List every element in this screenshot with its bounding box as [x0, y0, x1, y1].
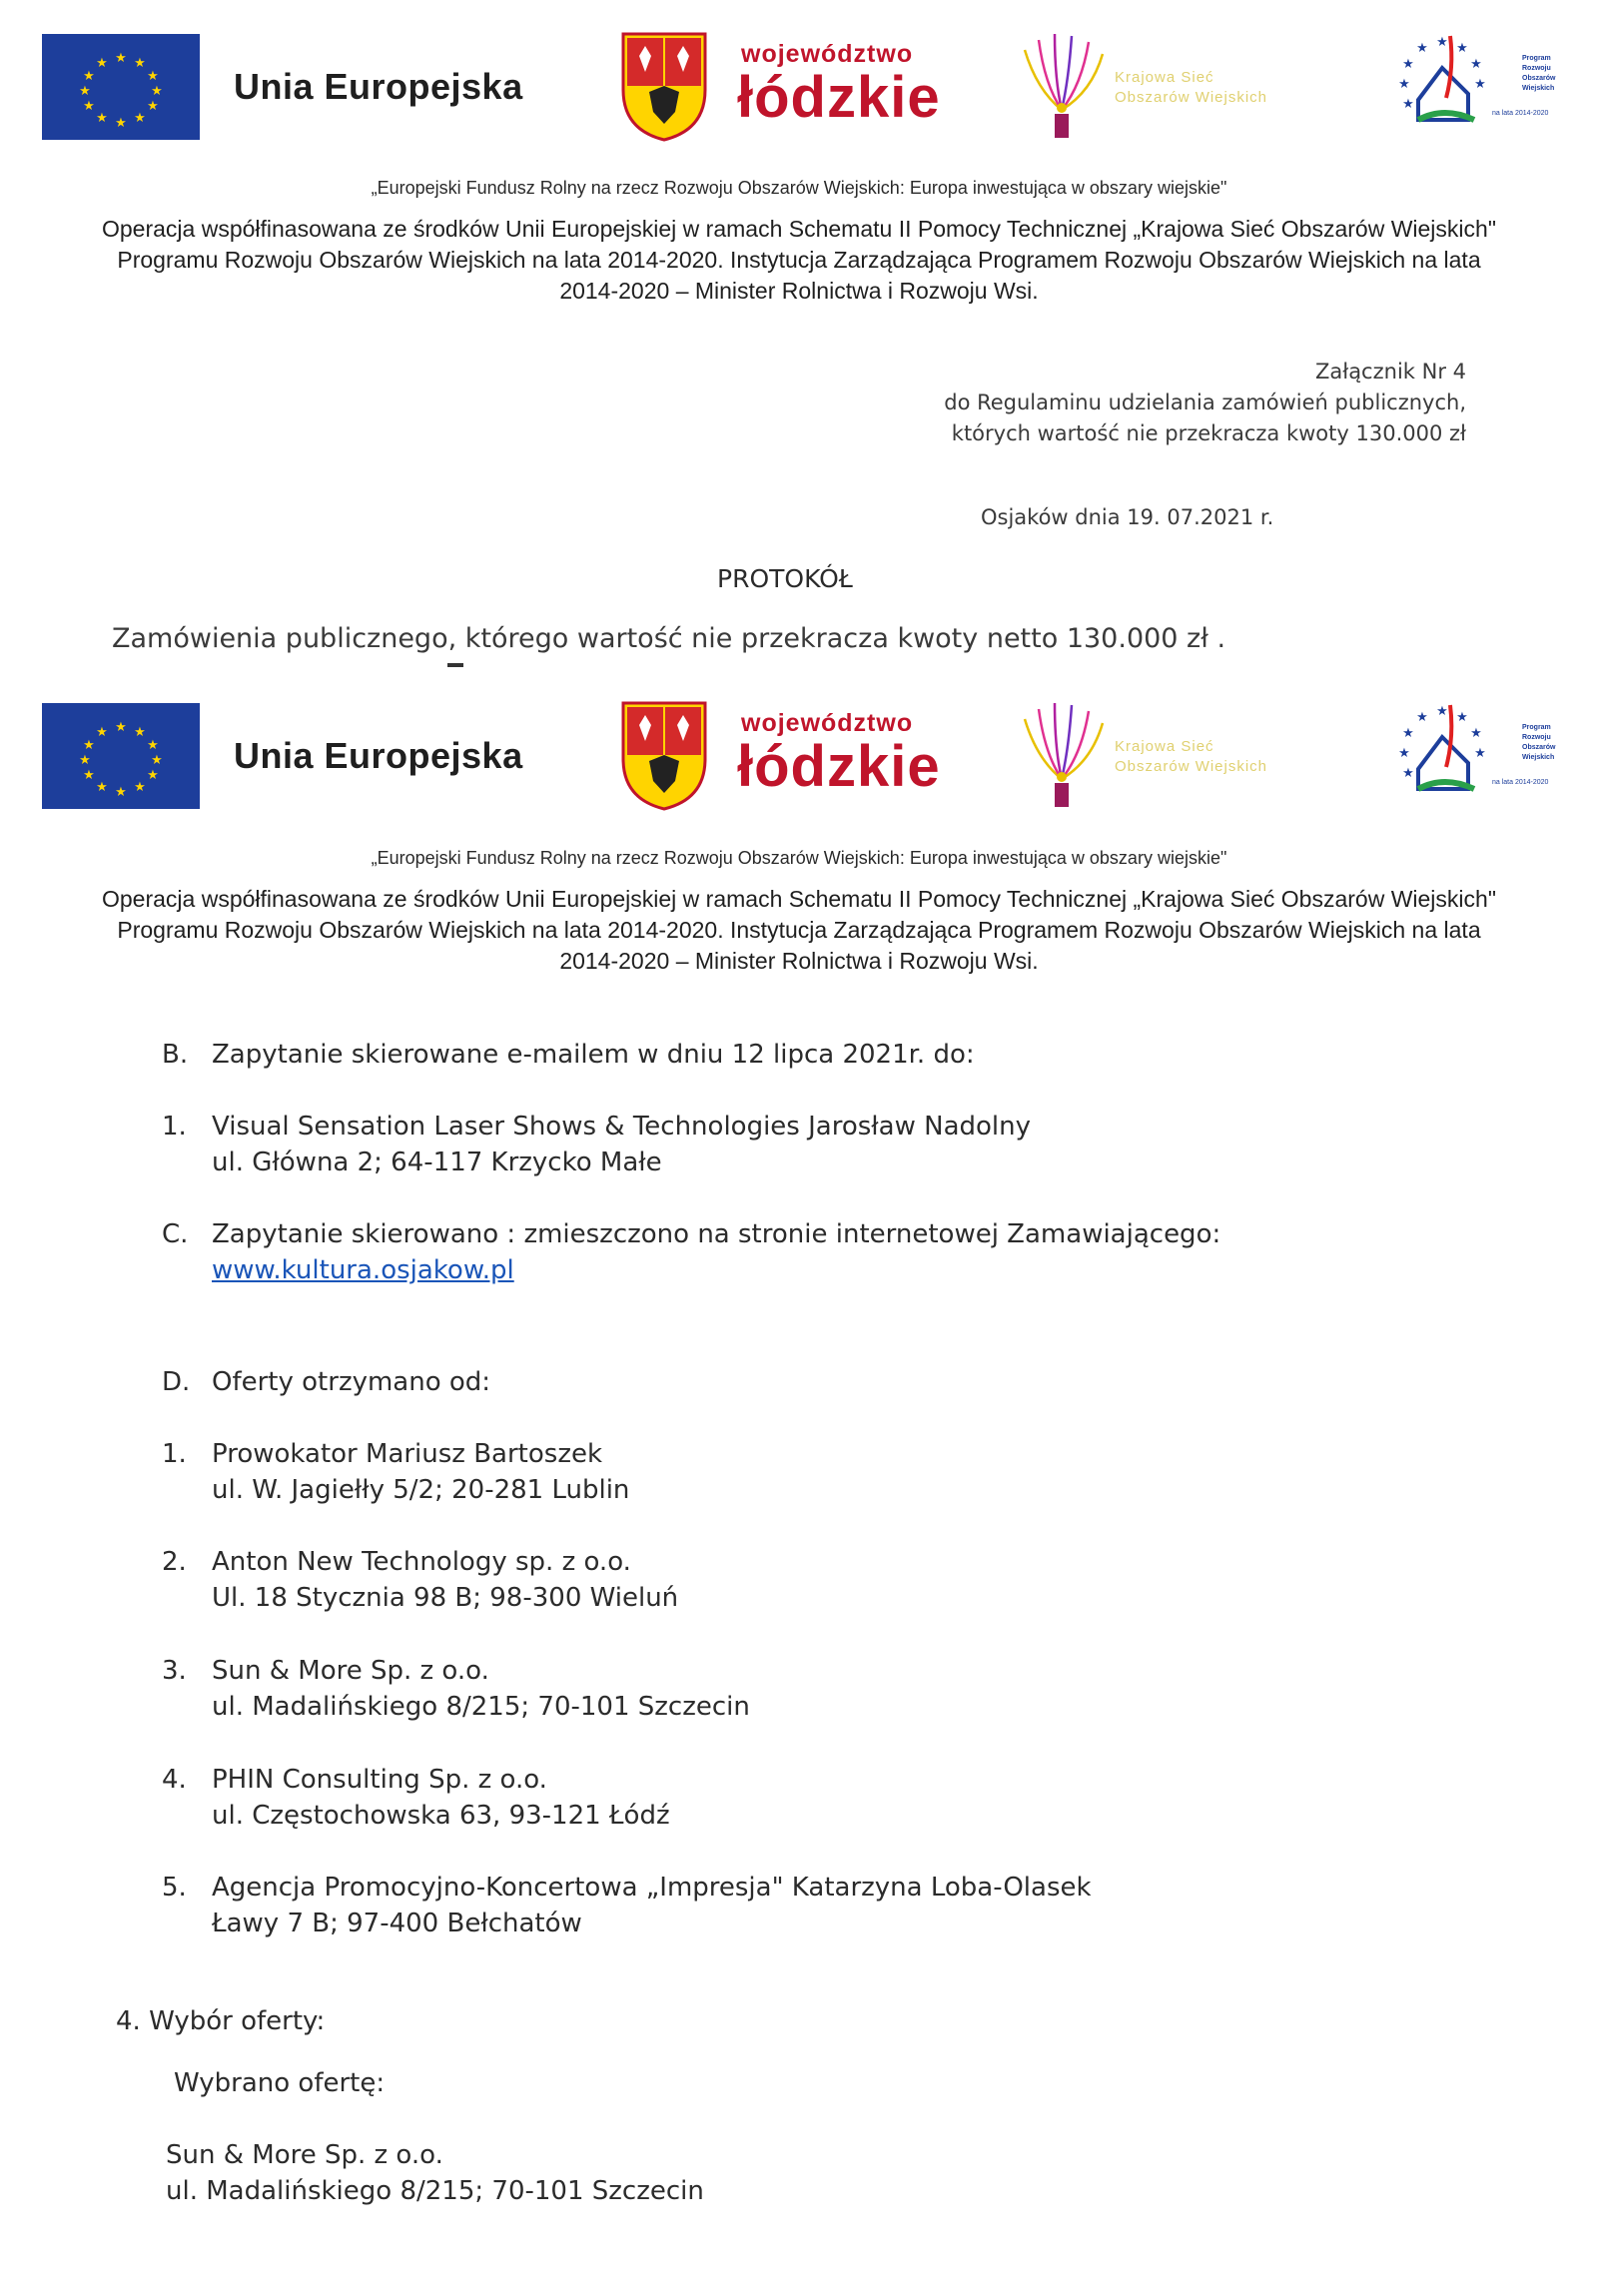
- website-link[interactable]: www.kultura.osjakow.pl: [212, 1255, 514, 1285]
- svg-text:★: ★: [134, 724, 146, 739]
- offer-address: ul. W. Jagiełły 5/2; 20-281 Lublin: [212, 1475, 630, 1505]
- svg-text:★: ★: [1456, 40, 1468, 55]
- selection-heading: 4. Wybór oferty:: [116, 2006, 326, 2036]
- op-line1: Operacja współfinasowana ze środków Unii Europejskiej w ramach Schematu II Pomocy Technicznej „Krajowa Sieć Obszarów Wiejskich": [102, 216, 1496, 242]
- svg-text:★: ★: [83, 68, 95, 83]
- place-date: Osjaków dnia 19. 07.2021 r.: [981, 505, 1274, 529]
- offer-address: Ławy 7 B; 97-400 Bełchatów: [212, 1909, 582, 1938]
- section-d-text: Oferty otrzymano od:: [212, 1367, 491, 1397]
- op-line1: Operacja współfinasowana ze środków Unii Europejskiej w ramach Schematu II Pomocy Technicznej „Krajowa Sieć Obszarów Wiejskich": [102, 886, 1496, 912]
- selected-offer-label: Wybrano ofertę:: [174, 2068, 386, 2098]
- svg-text:★: ★: [96, 55, 108, 70]
- operation-block-1: [40, 214, 1558, 307]
- ksow-line2: Obszarów Wiejskich: [1115, 89, 1268, 106]
- offer-address: ul. Częstochowska 63, 93-121 Łódź: [212, 1801, 670, 1831]
- svg-text:★: ★: [134, 110, 146, 125]
- op-line3: 2014-2020 – Minister Rolnictwa i Rozwoju Wsi.: [559, 948, 1039, 974]
- svg-text:★: ★: [1398, 745, 1410, 760]
- annex-line2: do Regulaminu udzielania zamówień publicznych,: [944, 390, 1466, 414]
- fund-line-1: „Europejski Fundusz Rolny na rzecz Rozwoju Obszarów Wiejskich: Europa inwestująca w obszary wiejskie": [371, 178, 1227, 198]
- offer-name: Anton New Technology sp. z o.o.: [212, 1547, 631, 1577]
- prow-years: na lata 2014-2020: [1492, 110, 1549, 117]
- offer-name: PHIN Consulting Sp. z o.o.: [212, 1765, 547, 1795]
- prow-line3: Obszarów: [1522, 744, 1556, 751]
- svg-text:★: ★: [1416, 709, 1428, 724]
- svg-text:★: ★: [1416, 40, 1428, 55]
- prow-label: [1522, 723, 1555, 763]
- svg-text:★: ★: [1470, 725, 1482, 740]
- prow-line4: Wiejskich: [1522, 85, 1555, 92]
- offer-address: ul. Madalińskiego 8/215; 70-101 Szczecin: [212, 1692, 750, 1722]
- eu-flag-icon: [42, 703, 200, 809]
- svg-text:★: ★: [79, 752, 91, 767]
- svg-text:★: ★: [115, 115, 127, 130]
- prow-line2: Rozwoju: [1522, 65, 1551, 72]
- svg-text:★: ★: [115, 719, 127, 734]
- offer-name: Prowokator Mariusz Bartoszek: [212, 1439, 603, 1469]
- wojewodztwo-label: województwo: [741, 40, 914, 68]
- svg-text:★: ★: [115, 784, 127, 799]
- selected-offer: [166, 2137, 704, 2209]
- list-item-marker: 5.: [162, 1873, 187, 1903]
- svg-text:★: ★: [96, 779, 108, 794]
- svg-text:★: ★: [134, 55, 146, 70]
- list-item-body: [212, 1870, 1092, 1941]
- list-item-body: [212, 1544, 678, 1616]
- wojewodztwo-label: województwo: [741, 709, 914, 737]
- ksow-line1: Krajowa Sieć: [1115, 69, 1214, 86]
- logo-row-2: [0, 697, 1598, 807]
- list-item-marker: 4.: [162, 1765, 187, 1795]
- selected-offer-name: Sun & More Sp. z o.o.: [166, 2140, 443, 2170]
- list-item-body: [212, 1653, 750, 1725]
- operation-block-2: [40, 884, 1558, 977]
- svg-text:★: ★: [96, 110, 108, 125]
- svg-text:★: ★: [151, 752, 163, 767]
- svg-text:★: ★: [1402, 96, 1414, 111]
- recipient-name: Visual Sensation Laser Shows & Technologies Jarosław Nadolny: [212, 1112, 1032, 1142]
- list-item-marker: 2.: [162, 1547, 187, 1577]
- list-item-body: [212, 1762, 670, 1834]
- offer-name: Agencja Promocyjno-Koncertowa „Impresja" Katarzyna Loba-Olasek: [212, 1873, 1092, 1903]
- document-subject: Zamówienia publicznego, którego wartość nie przekracza kwoty netto 130.000 zł .: [112, 623, 1226, 654]
- prow-line4: Wiejskich: [1522, 754, 1555, 761]
- lodzkie-coat-of-arms-icon: [619, 30, 709, 142]
- svg-text:★: ★: [1436, 34, 1448, 49]
- section-d-marker: D.: [162, 1367, 191, 1397]
- svg-text:★: ★: [1474, 745, 1486, 760]
- svg-text:★: ★: [134, 779, 146, 794]
- fund-line-2: „Europejski Fundusz Rolny na rzecz Rozwoju Obszarów Wiejskich: Europa inwestująca w obszary wiejskie": [371, 848, 1227, 868]
- list-item-body: [212, 1109, 1031, 1180]
- section-b-marker: B.: [162, 1040, 189, 1070]
- document-title: PROTOKÓŁ: [717, 564, 853, 593]
- logo-row-1: [0, 28, 1598, 138]
- eu-label: Unia Europejska: [234, 66, 523, 107]
- section-c-text: Zapytanie skierowano : zmieszczono na stronie internetowej Zamawiającego:: [212, 1219, 1221, 1249]
- prow-line1: Program: [1522, 55, 1551, 62]
- prow-label: [1522, 54, 1555, 94]
- svg-text:★: ★: [1474, 76, 1486, 91]
- ksow-line2: Obszarów Wiejskich: [1115, 758, 1268, 775]
- offer-name: Sun & More Sp. z o.o.: [212, 1656, 489, 1686]
- ink-mark: [447, 663, 463, 667]
- op-line2: Programu Rozwoju Obszarów Wiejskich na lata 2014-2020. Instytucja Zarządzająca Programem Rozwoju Obszarów Wiejskich na lata: [117, 247, 1481, 273]
- annex-line3: których wartość nie przekracza kwoty 130.000 zł: [951, 421, 1466, 445]
- svg-text:★: ★: [147, 68, 159, 83]
- ksow-line1: Krajowa Sieć: [1115, 738, 1214, 755]
- list-item-marker: 1.: [162, 1439, 187, 1469]
- section-b-text: Zapytanie skierowane e-mailem w dniu 12 lipca 2021r. do:: [212, 1040, 975, 1070]
- svg-text:★: ★: [147, 767, 159, 782]
- svg-text:★: ★: [83, 737, 95, 752]
- selected-offer-address: ul. Madalińskiego 8/215; 70-101 Szczecin: [166, 2176, 704, 2206]
- lodzkie-label: łódzkie: [737, 65, 941, 130]
- offer-address: Ul. 18 Stycznia 98 B; 98-300 Wieluń: [212, 1583, 679, 1613]
- ksow-logo-icon: [1017, 30, 1107, 142]
- lodzkie-label: łódzkie: [737, 734, 941, 799]
- ksow-label: [1115, 737, 1267, 777]
- prow-logo-icon: [1394, 28, 1490, 140]
- lodzkie-coat-of-arms-icon: [619, 699, 709, 811]
- svg-text:★: ★: [79, 83, 91, 98]
- list-item-body: [212, 1436, 629, 1508]
- list-item-marker: 3.: [162, 1656, 187, 1686]
- prow-years: na lata 2014-2020: [1492, 779, 1549, 786]
- section-c-body: [212, 1216, 1220, 1288]
- svg-text:★: ★: [1456, 709, 1468, 724]
- svg-text:★: ★: [115, 50, 127, 65]
- svg-text:★: ★: [147, 98, 159, 113]
- annex-line1: Załącznik Nr 4: [1314, 360, 1466, 383]
- svg-text:★: ★: [1402, 765, 1414, 780]
- svg-text:★: ★: [1402, 56, 1414, 71]
- recipient-address: ul. Główna 2; 64-117 Krzycko Małe: [212, 1148, 662, 1177]
- ksow-logo-icon: [1017, 699, 1107, 811]
- svg-text:★: ★: [96, 724, 108, 739]
- svg-text:★: ★: [151, 83, 163, 98]
- list-item-marker: 1.: [162, 1112, 187, 1142]
- prow-line3: Obszarów: [1522, 75, 1556, 82]
- prow-logo-icon: [1394, 697, 1490, 809]
- op-line3: 2014-2020 – Minister Rolnictwa i Rozwoju Wsi.: [559, 278, 1039, 304]
- svg-text:★: ★: [1436, 703, 1448, 718]
- svg-text:★: ★: [1398, 76, 1410, 91]
- svg-text:★: ★: [83, 767, 95, 782]
- op-line2: Programu Rozwoju Obszarów Wiejskich na lata 2014-2020. Instytucja Zarządzająca Programem Rozwoju Obszarów Wiejskich na lata: [117, 917, 1481, 943]
- eu-label: Unia Europejska: [234, 735, 523, 776]
- annex-note: [944, 357, 1466, 449]
- svg-text:★: ★: [1470, 56, 1482, 71]
- prow-line1: Program: [1522, 724, 1551, 731]
- eu-flag-icon: [42, 34, 200, 140]
- section-c-marker: C.: [162, 1219, 189, 1249]
- svg-text:★: ★: [83, 98, 95, 113]
- ksow-label: [1115, 68, 1267, 108]
- prow-line2: Rozwoju: [1522, 734, 1551, 741]
- svg-text:★: ★: [147, 737, 159, 752]
- svg-text:★: ★: [1402, 725, 1414, 740]
